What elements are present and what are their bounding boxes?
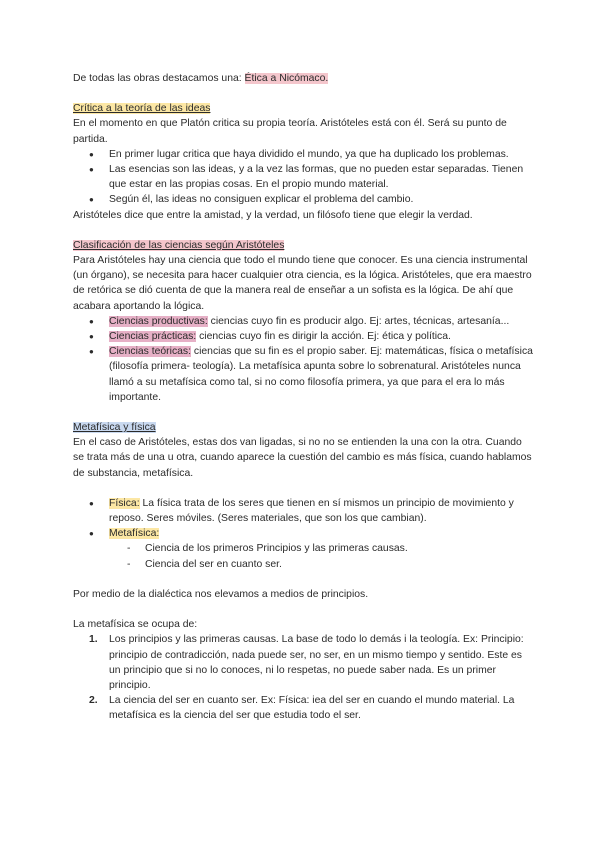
term-highlight: Ciencias teóricas: [109,346,192,358]
term-description: ciencias cuyo fin es producir algo. Ej: artes, técnicas, artesanía... [207,315,510,327]
section2-heading [73,238,535,253]
term-description: La física trata de los seres que tienen en sí mismos un principio de movimiento y reposo. Seres móviles. (Seres materiales, que son los que cambian). [109,497,514,525]
section3-subitems [73,541,535,571]
term-highlight: Física: [109,497,140,509]
sub-list-item: - Ciencia del ser en cuanto ser. [73,557,535,572]
section1-heading-text: Crítica a la teoría de las ideas [73,103,211,115]
term-highlight: Ciencias productivas: [109,315,208,327]
intro-text: De todas las obras destacamos una: [73,73,245,84]
section1-paragraph: En el momento en que Platón critica su propia teoría. Aristóteles está con él. Será su punto de partida. [73,118,507,145]
list-item: ● En primer lugar critica que haya dividido el mundo, ya que ha duplicado los problemas. [73,147,535,162]
term-highlight: Ciencias prácticas: [109,331,197,343]
section1-heading [73,101,535,116]
numbered-item [73,693,535,723]
term-highlight: Metafísica: [109,528,160,540]
section3-bullets [73,496,535,542]
numbered-list [73,632,535,723]
item-number: 1. [89,634,98,646]
section3-heading-text: Metafísica y física [73,422,156,434]
list-item [73,526,535,541]
intro-line [73,71,535,86]
meta-intro: La metafísica se ocupa de: [73,619,198,631]
term-description: ciencias que su fin es el propio saber. Ej: matemáticas, física o metafísica (filosofía primera- teología). La metafísica apunta sobre lo sobrenatural. Aristóteles nunca llamó a su metafísica como tal, si no como filosofía primera, ya que para el era lo más importante. [109,346,533,403]
list-item [73,329,535,344]
item-text: Los principios y las primeras causas. La base de todo lo demás i la teología. Ex: Principio: principio de contradicción, nada puede ser, no ser, en un mismo tiempo y sentido. Este es un principio que si no lo conoces, ni lo respetas, no puede saber nada. Es un primer principio. [109,634,524,691]
list-item: ● Según él, las ideas no consiguen explicar el problema del cambio. [73,192,535,207]
intro-highlight: Ética a Nicómaco. [244,73,329,84]
section2-heading-text: Clasificación de las ciencias según Aristóteles [73,239,285,251]
list-item [73,314,535,329]
list-item [73,344,535,405]
document-content [73,71,535,724]
section3-heading [73,420,535,435]
dialectic-line: Por medio de la dialéctica nos elevamos a medios de principios. [73,588,369,600]
numbered-item [73,632,535,693]
list-item: ● Las esencias son las ideas, y a la vez las formas, que no pueden estar separadas. Tienen que estar en las propias cosas. En el propio mundo material. [73,162,535,192]
section1-bullets [73,147,535,208]
section2-bullets [73,314,535,405]
sub-list-item: - Ciencia de los primeros Principios y las primeras causas. [73,541,535,556]
item-text: La ciencia del ser en cuanto ser. Ex: Física: iea del ser en cuando el mundo material. La metafísica es la ciencia del ser que estudia todo el ser. [109,695,515,722]
list-item [73,496,535,526]
section2-paragraph: Para Aristóteles hay una ciencia que todo el mundo tiene que conocer. Es una ciencia instrumental (un órgano), se necesita para hacer cualquier otra ciencia, es la lógica. Aristóteles, que era maestro de retórica se dió cuenta de que la manera real de enseñar a un sofista es la lógica. De ahí que acabara aportando la lógica. [73,255,532,312]
section1-closing: Aristóteles dice que entre la amistad, y la verdad, un filósofo tiene que elegir la verdad. [73,209,473,221]
section3-paragraph: En el caso de Aristóteles, estas dos van ligadas, si no no se entienden la una con la otra. Cuando se trata más de una u otra, cuando aparece la cuestión del cambio es más física, cuando hablamos de substancia, metafísica. [73,437,532,479]
item-number: 2. [89,695,98,707]
term-description: ciencias cuyo fin es dirigir la acción. Ej: ética y política. [196,331,451,343]
